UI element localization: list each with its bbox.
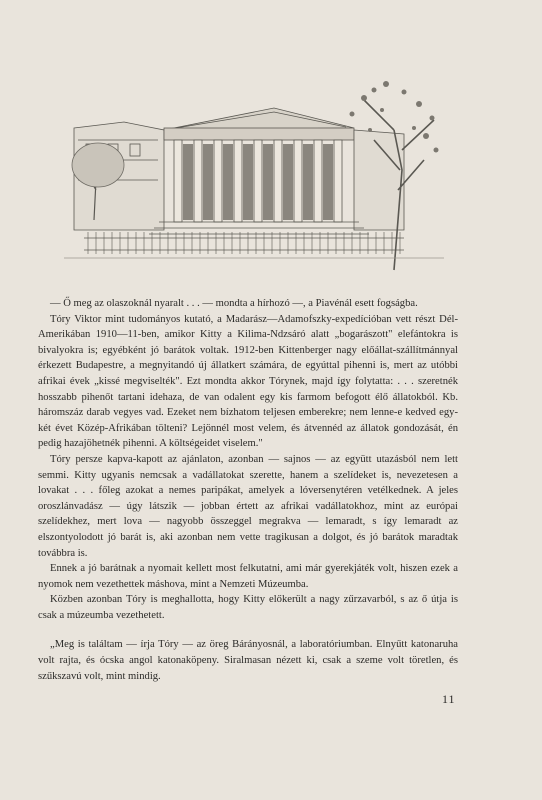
paragraph: Ennek a jó barátnak a nyomait kellett most felkutatni, ami már gyerekjáték volt, hiszen ezek a nyomok nem vezethettek máshova, mint a Nemzeti Múzeumba. [38, 563, 458, 590]
museum-building-illustration [64, 70, 444, 275]
paragraph: — Ő meg az olaszoknál nyaralt . . . — mondta a hírhozó —, a Piavénál esett fogságba. [50, 298, 418, 309]
paragraph: Tóry persze kapva-kapott az ajánlaton, azonban — sajnos — az együtt utazásból nem lett semmi. Kitty ugyanis nemcsak a vadállatokat szerette, hanem a szelídeket is, nevezetesen a lovakat . . . főleg azokat a nemes paripákat, amelyek a lóversenytéren vetélkednek. A jeles oroszlánvadász — úgy látszik — jobban értett az afrikai vadállatokhoz, mint az európai szelídekhez, mert lova — nagyobb összeggel megrakva — lemaradt, s így lemaradt az elszontyolodott jó barát is, aki azonban nem vette tragikusan a dolgot, és jó barátok maradtak továbbra is. [38, 453, 458, 559]
paragraph: Tóry Viktor mint tudományos kutató, a Madarász—Adamofszky-expedícióban vett részt Dél-Amerikában 1910—11-ben, amikor Kitty a Kilima-Ndzsáró alatt „bogarászott" elefántokra is bivalyokra is; egyébként jó barátok voltak. 1912-ben Kittenberger nagy előállat-szállítmánnyal érkezett Budapestre, a megnyitandó új állatkert számára, de egyúttal pihenni is, mert az utóbbi afrikai évek „kissé megviselték". Ezt mondta akkor Tórynek, majd így folytatta: . . . szeretnék hosszabb pihenőt tartani idehaza, de van odalent egy kis farmom befogott élő állatokból. Kb. háromszáz darab vegyes vad. Ezeket nem bízhatom teljesen emberekre; nem lenne-e kedved egy-két évet Közép-Afrikában tölteni? Lejönnél most velem, és átvennéd az állatok gondozását, én pedig hazajöhetnék pihenni. A költségeidet viselem." [38, 313, 458, 450]
quote-paragraph: „Meg is találtam — írja Tóry — az öreg Bárányosnál, a laboratóriumban. Elnyűtt katonaruha volt rajta, és ócska angol katonaköpeny. Siralmasan nézett ki, csak a szeme volt töretlen, és szűkszavú volt, mint mindig. [38, 639, 458, 682]
page-number: 11 [442, 692, 456, 706]
paragraph: Közben azonban Tóry is meghallotta, hogy Kitty előkerült a nagy zűrzavarból, s az ő útja is csak a múzeumba vezethetett. [38, 594, 458, 621]
body-text [38, 296, 458, 684]
